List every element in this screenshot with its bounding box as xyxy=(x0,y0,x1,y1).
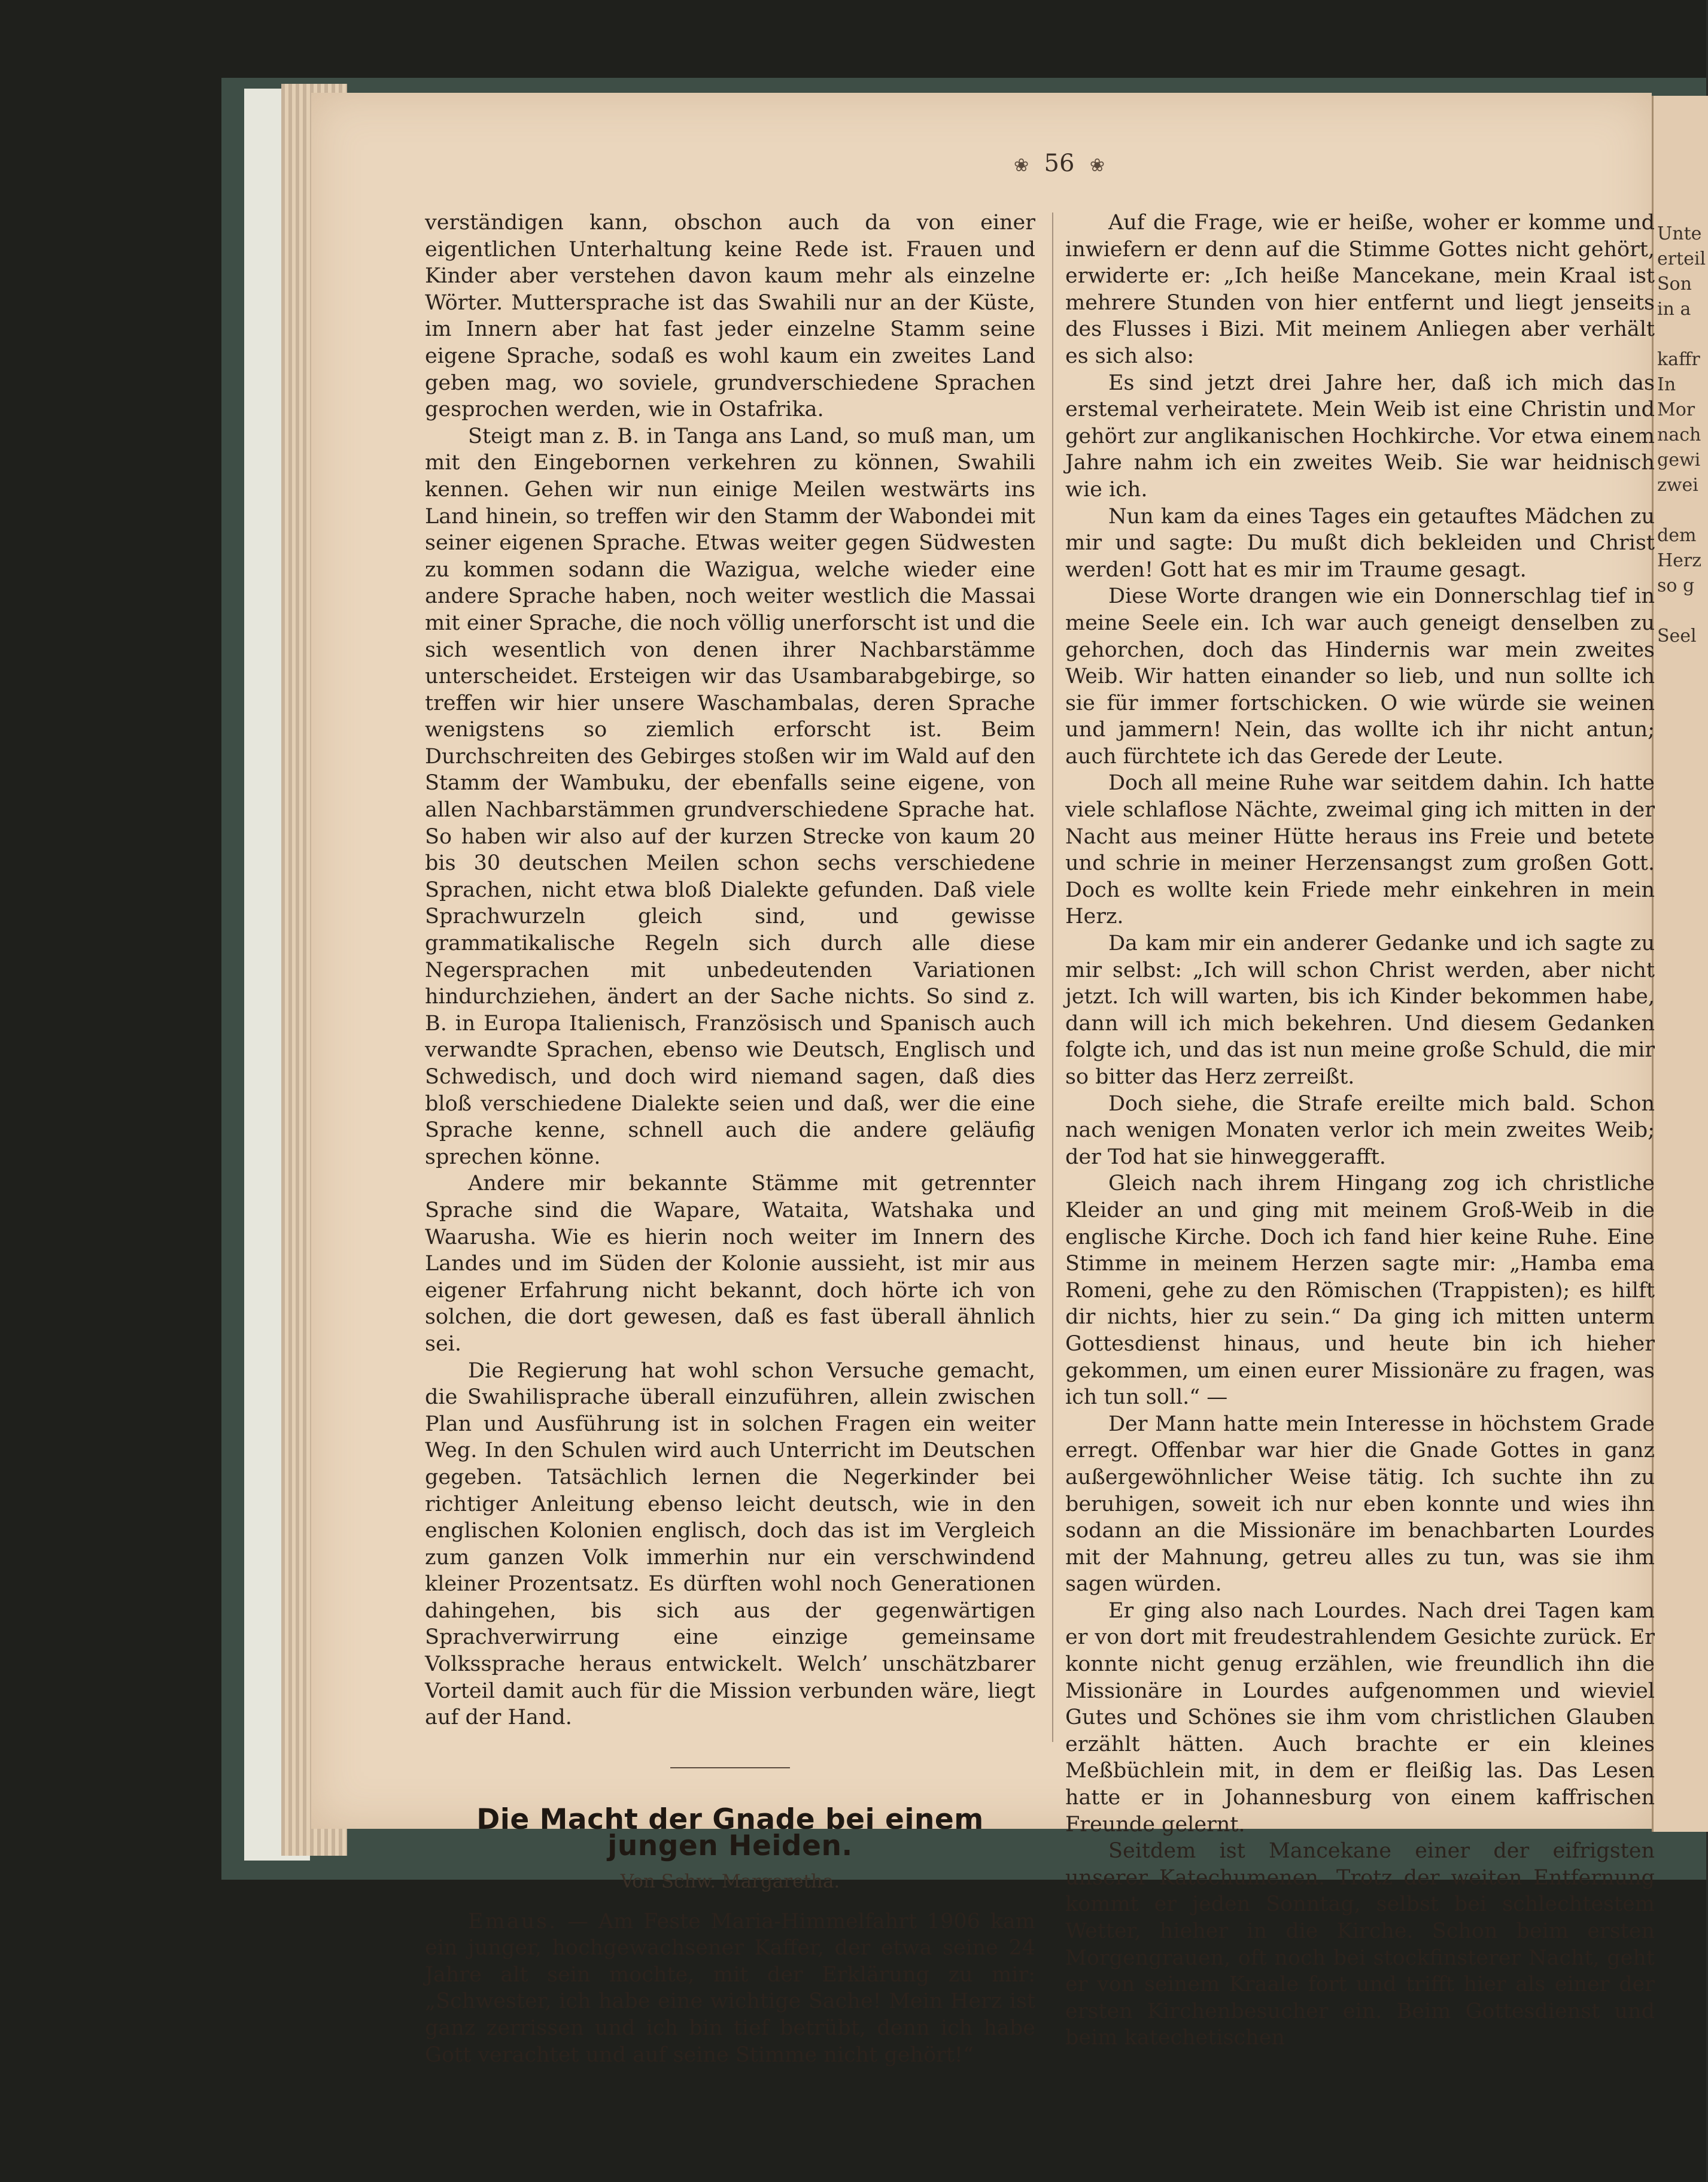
left-column xyxy=(425,210,1035,2068)
next-page-fragment: In xyxy=(1657,374,1676,395)
right-column xyxy=(1065,210,1655,2050)
article-body: — Am Feste Maria-Himmelfahrt 1906 kam ein junger, hochgewachsener Kaffer, der etwa seine 24 Jahre alt sein mochte, mit der Erklärung zu mir: „Schwester, ich habe eine wichtige Sache! Mein Herz ist ganz zerrissen und ich bin tief betrübt, denn ich habe Gott verachtet und auf seine Stimme nicht gehört!“ xyxy=(425,1909,1035,2067)
paragraph: Andere mir bekannte Stämme mit getrennter Sprache sind die Wapare, Wataita, Watshaka und Waarusha. Wie es hierin noch weiter im Innern des Landes und im Süden der Kolonie aussieht, ist mir aus eigener Erfahrung nicht bekannt, doch hörte ich von solchen, die dort gewesen, daß es fast überall ähnlich sei. xyxy=(425,1172,1035,1356)
next-page-fragment xyxy=(1657,498,1708,523)
next-page-fragment: in a xyxy=(1657,299,1691,320)
paragraph: verständigen kann, obschon auch da von einer eigentlichen Unterhaltung keine Rede ist. Frauen und Kinder aber verstehen davon kaum mehr als einzelne Wörter. Muttersprache ist das Swahili nur an der Küste, im Innern aber hat fast jeder einzelne Stamm seine eigene Sprache, sodaß es wohl kaum ein zweites Land geben mag, wo soviele, grundverschiedene Sprachen gesprochen werden, wie in Ostafrika. xyxy=(425,211,1035,422)
paragraph: Die Regierung hat wohl schon Versuche gemacht, die Swahilisprache überall einzuführen, allein zwischen Plan und Ausführung ist in solchen Fragen ein weiter Weg. In den Schulen wird auch Unterricht im Deutschen gegeben. Tatsächlich lernen die Negerkinder bei richtiger Anleitung ebenso leicht deutsch, wie in den englischen Kolonien englisch, doch das ist im Vergleich zum ganzen Volk immerhin nur ein verschwindend kleiner Prozentsatz. Es dürften wohl noch Generationen dahingehen, bis sich aus der gegenwärtigen Sprachverwirrung eine einzige gemeinsame Volkssprache heraus entwickelt. Welch’ unschätzbarer Vorteil damit auch für die Mission verbunden wäre, liegt auf der Hand. xyxy=(425,1358,1035,1730)
article-place: Emaus. xyxy=(468,1909,558,1934)
paragraph: Er ging also nach Lourdes. Nach drei Tagen kam er von dort mit freudestrahlendem Gesichte zurück. Er konnte nicht genug erzählen, wie freundlich ihn die Missionäre in Lourdes aufgenommen und wieviel Gutes und Schönes sie ihm vom christlichen Glauben erzählt hätten. Auch brachte er ein kleines Meßbüchlein mit, in dem er fleißig las. Das Lesen hatte er in Johannesburg von einem kaffrischen Freunde gelernt. xyxy=(1065,1598,1655,1837)
next-page-fragment: nach xyxy=(1657,424,1701,445)
paragraph: Auf die Frage, wie er heiße, woher er komme und inwiefern er denn auf die Stimme Gottes nicht gehört, erwiderte er: „Ich heiße Mancekane, mein Kraal ist mehrere Stunden von hier entfernt und liegt jenseits des Flusses i Bizi. Mit meinem Anliegen aber verhält es sich also: xyxy=(1065,211,1655,368)
next-page-fragment: zwei xyxy=(1657,475,1698,496)
next-page-fragment: Son xyxy=(1657,274,1692,295)
page-number xyxy=(981,150,1137,177)
next-page-edge xyxy=(1652,96,1708,1832)
paragraph: Nun kam da eines Tages ein getauftes Mädchen zu mir und sagte: Du mußt dich bekleiden und Christ werden! Gott hat es mir im Traume gesagt. xyxy=(1065,504,1655,582)
paragraph: Steigt man z. B. in Tanga ans Land, so muß man, um mit den Eingebornen verkehren zu können, Swahili kennen. Gehen wir nun einige Meilen westwärts ins Land hinein, so treffen wir den Stamm der Wabondei mit seiner eigenen Sprache. Etwas weiter gegen Südwesten zu kommen sodann die Wazigua, welche wieder eine andere Sprache haben, noch weiter westlich die Massai mit einer Sprache, die noch völlig unerforscht ist und die sich wesentlich von denen ihrer Nachbarstämme unterscheidet. Ersteigen wir das Usambarabgebirge, so treffen wir hier unsere Waschambalas, deren Sprache wenigstens so ziemlich erforscht ist. Beim Durchschreiten des Gebirges stoßen wir im Wald auf den Stamm der Wambuku, der ebenfalls seine eigene, von allen Nachbarstämmen grundverschiedene Sprache hat. So haben wir also auf der kurzen Strecke von kaum 20 bis 30 deutschen Meilen schon sechs verschiedene Sprachen, nicht etwa bloß Dialekte gefunden. Daß viele Sprachwurzeln gleich sind, und gewisse grammatikalische Regeln sich durch alle diese Negersprachen mit unbedeutenden Variationen hindurchziehen, ändert an der Sache nichts. So sind z. B. in Europa Italienisch, Französisch und Spanisch auch verwandte Sprachen, ebenso wie Deutsch, Englisch und Schwedisch, und doch wird niemand sagen, daß dies bloß verschiedene Dialekte seien und daß, wer die eine Sprache kenne, schnell auch die andere geläufig sprechen könne. xyxy=(425,424,1035,1169)
next-page-fragment xyxy=(1657,322,1708,347)
ornament-right-icon: ❀ xyxy=(1089,155,1105,176)
article-byline: Von Schw. Margaretha. xyxy=(620,1871,840,1893)
next-page-fragment: erteil xyxy=(1657,248,1706,269)
paragraph: Seitdem ist Mancekane einer der eifrigsten unserer Katechumenen. Trotz der weiten Entfernung kommt er jeden Sonntag, selbst bei schlechtestem Wetter, hieher in die Kirche. Schon beim ersten Morgengrauen, oft noch bei stockfinsterer Nacht, geht er von seinem Kraale fort und trifft hier als einer der ersten Kirchenbesucher ein. Beim Gottesdienst und beim katechetischen xyxy=(1065,1839,1655,2050)
article-first-paragraph xyxy=(425,1908,1035,2069)
column-divider xyxy=(1052,213,1053,1742)
next-page-fragment: Seel xyxy=(1657,626,1697,647)
next-page-fragment: Herz xyxy=(1657,550,1702,571)
next-page-fragment: Unte xyxy=(1657,223,1702,244)
next-page-fragment: Mor xyxy=(1657,399,1695,420)
next-page-fragment: kaffr xyxy=(1657,349,1700,370)
paragraph: Der Mann hatte mein Interesse in höchstem Grade erregt. Offenbar war hier die Gnade Gottes in ganz außergewöhnlicher Weise tätig. Ich suchte ihn zu beruhigen, soweit ich nur eben konnte und wies ihn sodann an die Missionäre im benachbarten Lourdes mit der Mahnung, getreu alles zu tun, was sie ihm sagen würden. xyxy=(1065,1412,1655,1597)
next-page-fragment: dem xyxy=(1657,525,1697,546)
paragraph: Gleich nach ihrem Hingang zog ich christliche Kleider an und ging mit meinem Groß-Weib in die englische Kirche. Doch ich fand hier keine Ruhe. Eine Stimme in meinem Herzen sagte mir: „Hamba ema Romeni, gehe zu den Römischen (Trappisten); es hilft dir nichts, hier zu sein.“ Da ging ich mitten unterm Gottesdienst hinaus, und heute bin ich hieher gekommen, um einen eurer Missionäre zu fragen, was ich tun soll.“ — xyxy=(1065,1172,1655,1410)
paragraph: Diese Worte drangen wie ein Donnerschlag tief in meine Seele ein. Ich war auch geneigt denselben zu gehorchen, doch das Hindernis war mein zweites Weib. Wir hatten einander so lieb, und nun sollte ich sie für immer fortschicken. O wie würde sie weinen und jammern! Nein, das wollte ich ihr nicht antun; auch fürchtete ich das Gerede der Leute. xyxy=(1065,584,1655,769)
ornament-left-icon: ❀ xyxy=(1013,155,1029,176)
next-page-fragment xyxy=(1657,599,1708,624)
page-number-value: 56 xyxy=(1044,150,1075,177)
article-title: Die Macht der Gnade bei einem jungen Heiden. xyxy=(476,1802,984,1863)
section-separator xyxy=(670,1767,790,1768)
paragraph: Da kam mir ein anderer Gedanke und ich sagte zu mir selbst: „Ich will schon Christ werden, aber nicht jetzt. Ich will warten, bis ich Kinder bekommen habe, dann will ich mich bekehren. Und diesem Gedanken folgte ich, und das ist nun meine große Schuld, die mir so bitter das Herz zerreißt. xyxy=(1065,931,1655,1089)
next-page-fragment: so g xyxy=(1657,575,1695,596)
paragraph: Doch siehe, die Strafe ereilte mich bald. Schon nach wenigen Monaten verlor ich mein zweites Weib; der Tod hat sie hinweggerafft. xyxy=(1065,1091,1655,1169)
next-page-text-fragments xyxy=(1654,96,1708,649)
paragraph: Es sind jetzt drei Jahre her, daß ich mich das erstemal verheiratete. Mein Weib ist eine Christin und gehört zur anglikanischen Hochkirche. Vor etwa einem Jahre nahm ich ein zweites Weib. Sie war heidnisch wie ich. xyxy=(1065,371,1655,502)
next-page-fragment: gewi xyxy=(1657,450,1701,471)
paragraph: Doch all meine Ruhe war seitdem dahin. Ich hatte viele schlaflose Nächte, zweimal ging ich mitten in der Nacht aus meiner Hütte heraus ins Freie und betete und schrie in meiner Herzensangst zum großen Gott. Doch es wollte kein Friede mehr einkehren in mein Herz. xyxy=(1065,771,1655,929)
